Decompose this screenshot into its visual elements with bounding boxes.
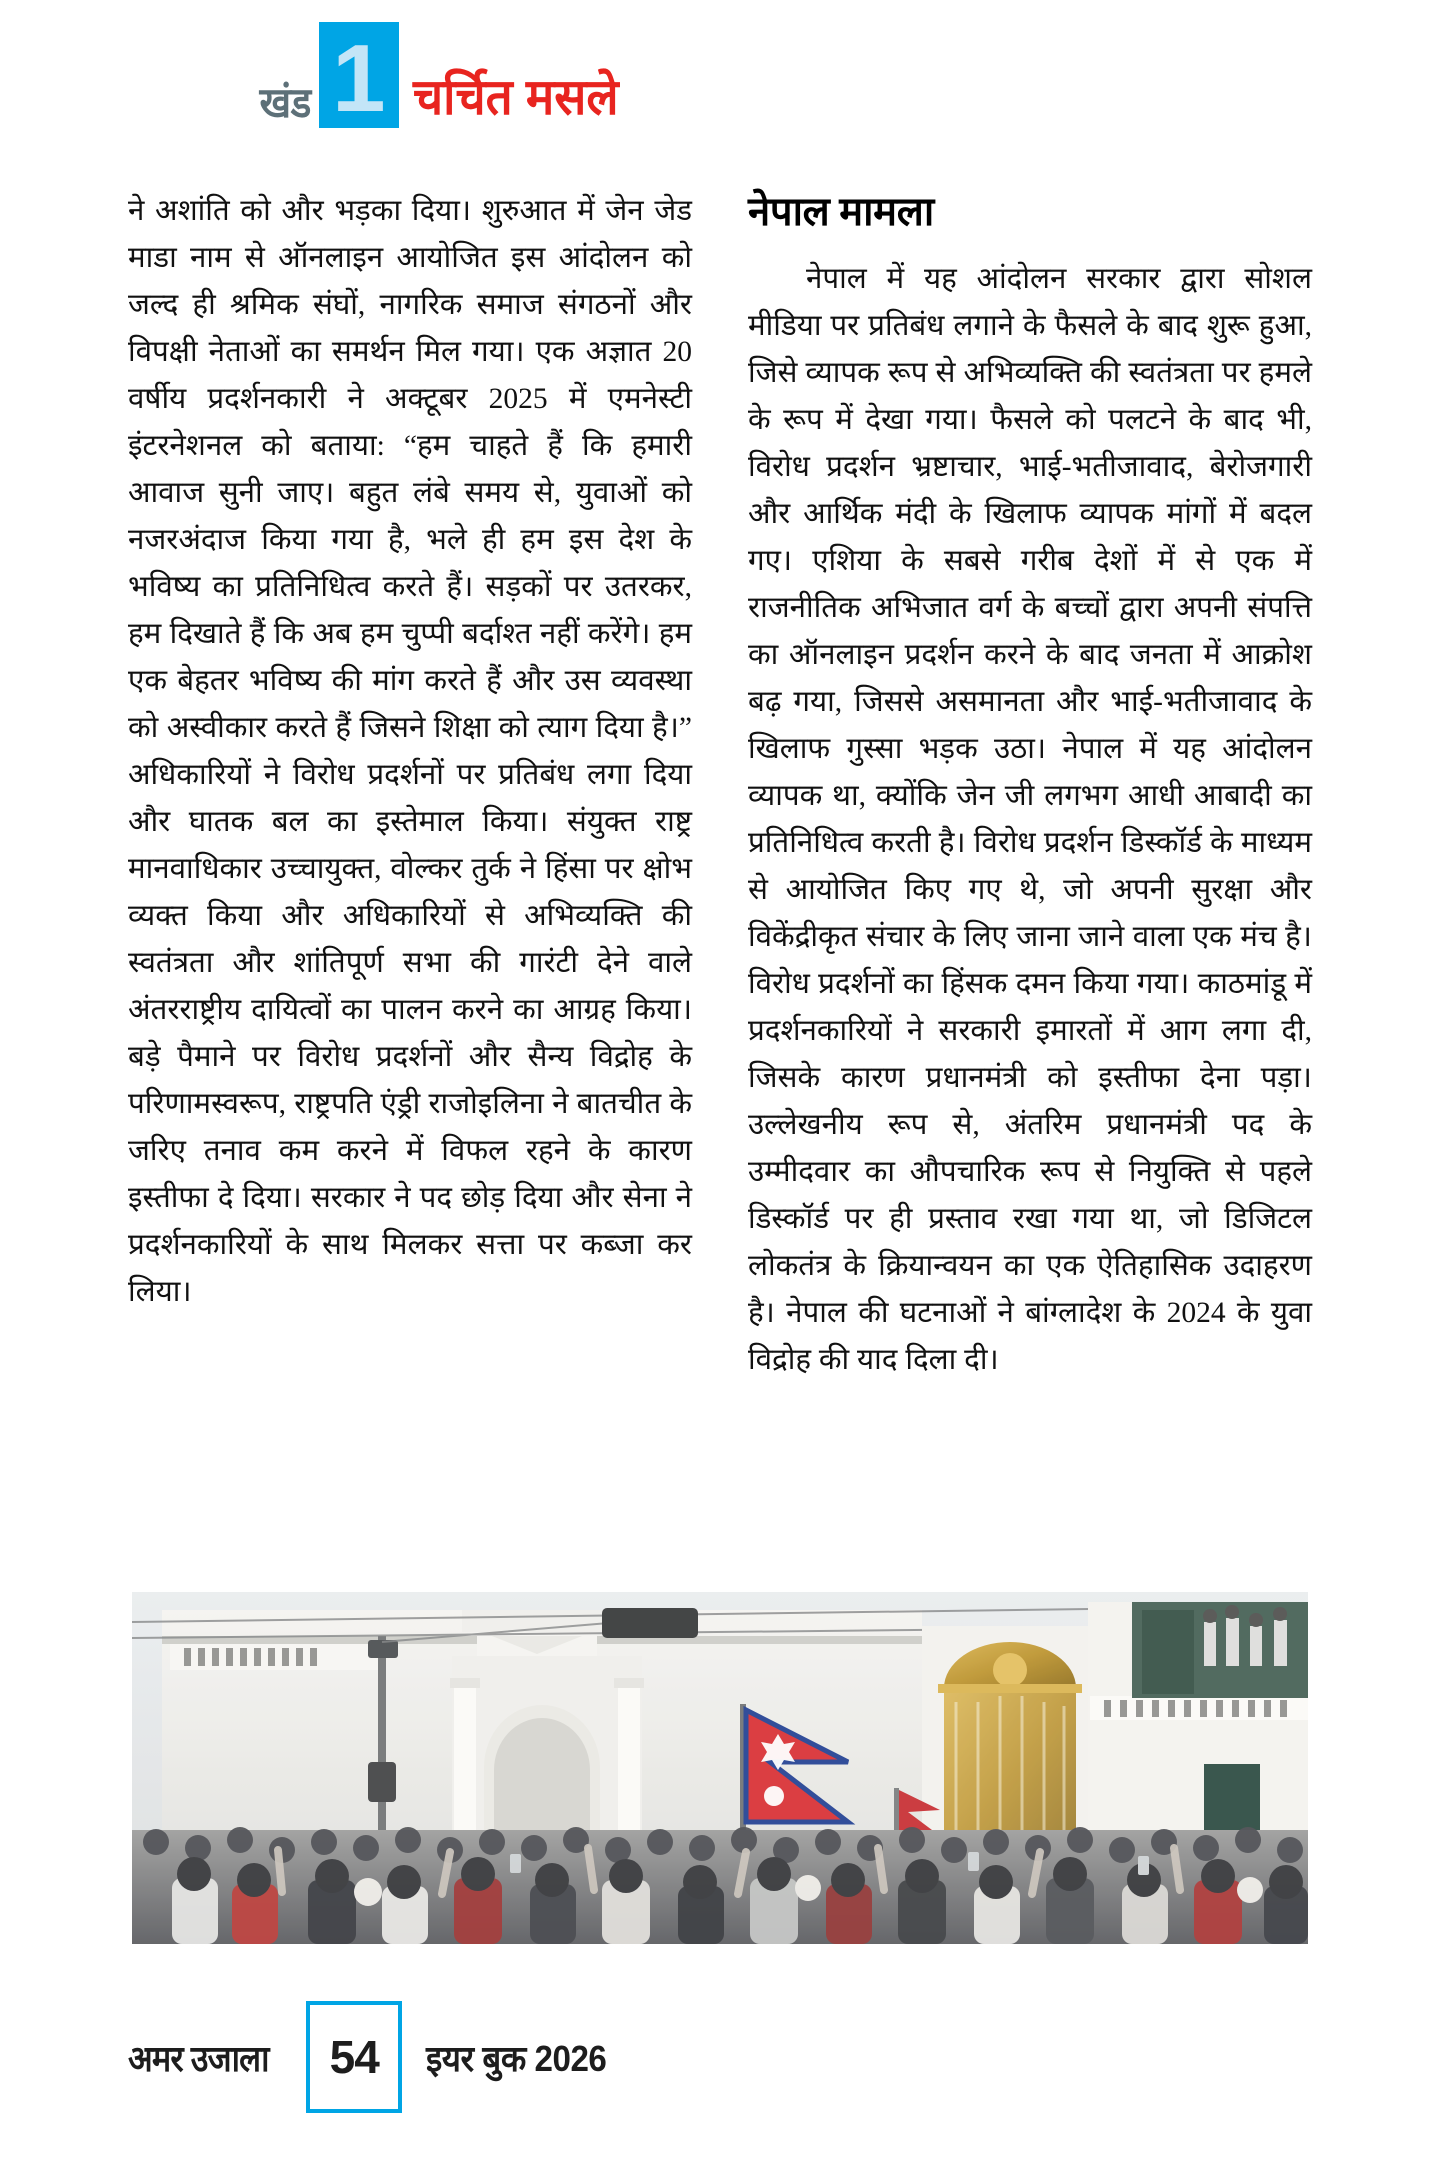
two-column-layout: [128, 188, 1313, 1384]
publisher-brand-label: अमर उजाला: [128, 2037, 269, 2079]
page-number-label: 54: [329, 2031, 379, 2083]
volume-number-badge: [319, 22, 399, 132]
volume-number-label: 1: [332, 25, 386, 132]
protest-photo-illustration: [132, 1592, 1308, 1944]
right-column: [748, 188, 1312, 1384]
section-masthead: [0, 0, 1440, 150]
footer-inner: [128, 2001, 622, 2113]
article-heading: नेपाल मामला: [748, 189, 934, 234]
right-column-paragraph: नेपाल में यह आंदोलन सरकार द्वारा सोशल मीडिया पर प्रतिबंध लगाने के फैसले के बाद शुरू हुआ, जिसे व्यापक रूप से अभिव्यक्ति की स्वतंत्रता पर हमले के रूप में देखा गया। फैसले को पलटने के बाद भी, विरोध प्रदर्शन भ्रष्टाचार, भाई-भतीजावाद, बेरोजगारी और आर्थिक मंदी के खिलाफ व्यापक मांगों में बदल गए। एशिया के सबसे गरीब देशों में से एक में राजनीतिक अभिजात वर्ग के बच्चों द्वारा अपनी संपत्ति का ऑनलाइन प्रदर्शन करने के बाद जनता में आक्रोश बढ़ गया, जिससे असमानता और भाई-भतीजावाद के खिलाफ गुस्सा भड़क उठा। नेपाल में यह आंदोलन व्यापक था, क्योंकि जेन जी लगभग आधी आबादी का प्रतिनिधित्व करती है। विरोध प्रदर्शन डिस्कॉर्ड के माध्यम से आयोजित किए गए थे, जो अपनी सुरक्षा और विकेंद्रीकृत संचार के लिए जाना जाने वाला एक मंच है। विरोध प्रदर्शनों का हिंसक दमन किया गया। काठमांडू में प्रदर्शनकारियों ने सरकारी इमारतों में आग लगा दी, जिसके कारण प्रधानमंत्री को इस्तीफा देना पड़ा। उल्लेखनीय रूप से, अंतरिम प्रधानमंत्री पद के उम्मीदवार का औपचारिक रूप से नियुक्ति से पहले डिस्कॉर्ड पर ही प्रस्ताव रखा गया था, जो डिजिटल लोकतंत्र के क्रियान्वयन का एक ऐतिहासिक उदाहरण है। नेपाल की घटनाओं ने बांग्लादेश के 2024 के युवा विद्रोह की याद दिला दी।: [748, 263, 1312, 1376]
article-photograph: [132, 1592, 1308, 1944]
volume-word-label: खंड: [259, 79, 311, 126]
page-footer: [0, 1995, 1440, 2125]
yearbook-label: इयर बुक 2026: [426, 2037, 607, 2079]
section-title: चर्चित मसले: [412, 69, 619, 125]
left-column-paragraph: ने अशांति को और भड़का दिया। शुरुआत में जेन जेड माडा नाम से ऑनलाइन आयोजित इस आंदोलन को जल्द ही श्रमिक संघों, नागरिक समाज संगठनों और विपक्षी नेताओं का समर्थन मिल गया। एक अज्ञात 20 वर्षीय प्रदर्शनकारी ने अक्टूबर 2025 में एमनेस्टी इंटरनेशनल को बताया: “हम चाहते हैं कि हमारी आवाज सुनी जाए। बहुत लंबे समय से, युवाओं को नजरअंदाज किया गया है, भले ही हम इस देश के भविष्य का प्रतिनिधित्व करते हैं। सड़कों पर उतरकर, हम दिखाते हैं कि अब हम चुप्पी बर्दाश्त नहीं करेंगे। हम एक बेहतर भविष्य की मांग करते हैं और उस व्यवस्था को अस्वीकार करते हैं जिसने शिक्षा को त्याग दिया है।” अधिकारियों ने विरोध प्रदर्शनों पर प्रतिबंध लगा दिया और घातक बल का इस्तेमाल किया। संयुक्त राष्ट्र मानवाधिकार उच्चायुक्त, वोल्कर तुर्क ने हिंसा पर क्षोभ व्यक्त किया और अधिकारियों से अभिव्यक्ति की स्वतंत्रता और शांतिपूर्ण सभा की गारंटी देने वाले अंतरराष्ट्रीय दायित्वों का पालन करने का आग्रह किया। बड़े पैमाने पर विरोध प्रदर्शनों और सैन्य विद्रोह के परिणामस्वरूप, राष्ट्रपति एंड्री राजोइलिना ने बातचीत के जरिए तनाव कम करने में विफल रहने के कारण इस्तीफा दे दिया। सरकार ने पद छोड़ दिया और सेना ने प्रदर्शनकारियों के साथ मिलकर सत्ता पर कब्जा कर लिया।: [128, 195, 692, 1308]
article-body: [128, 188, 1313, 1384]
masthead-inner: [255, 18, 629, 132]
page-number-box: [306, 2001, 402, 2113]
left-column: [128, 188, 692, 1316]
